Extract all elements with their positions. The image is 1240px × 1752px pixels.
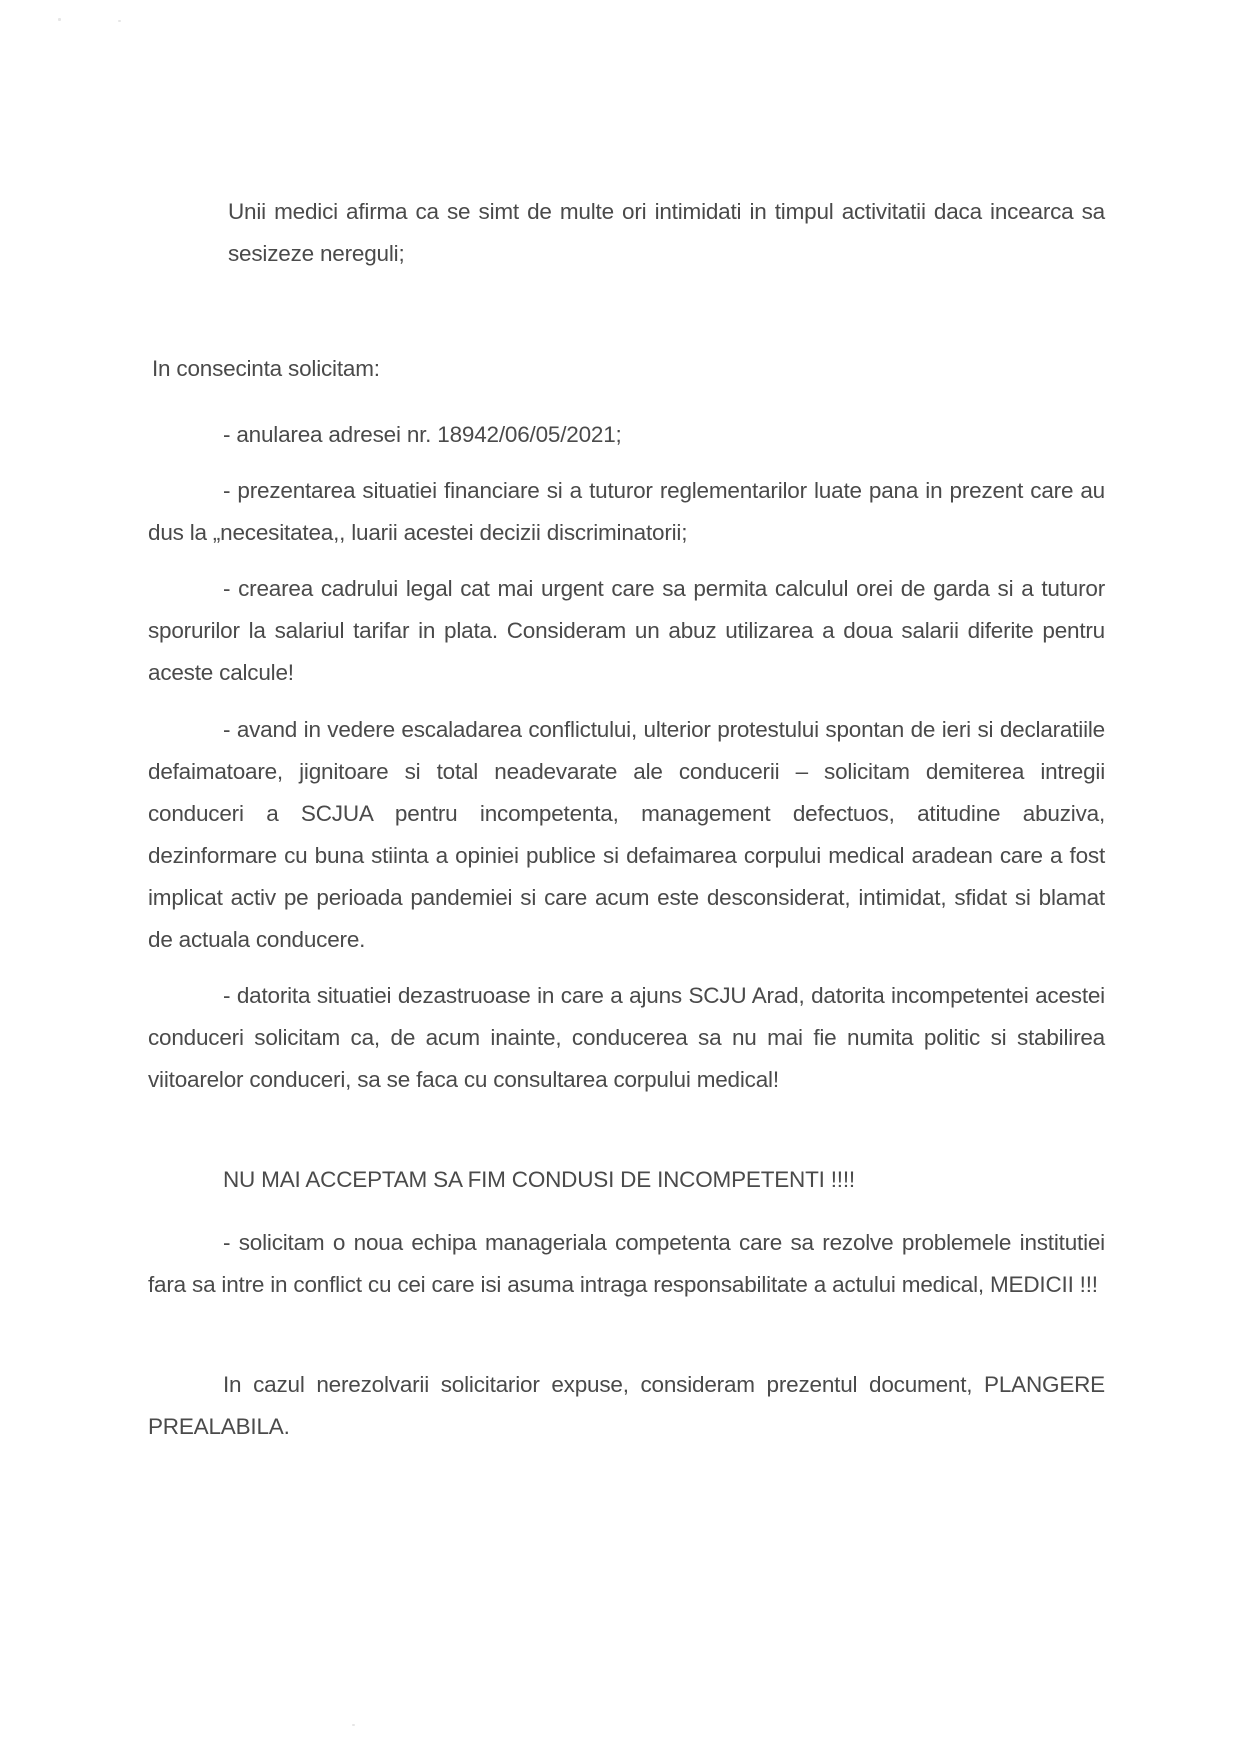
closing-paragraph: In cazul nerezolvarii solicitarior expuse, consideram prezentul document, PLANGERE PREALABILA.	[148, 1372, 1105, 1439]
scan-speck	[58, 18, 61, 21]
slogan-line: NU MAI ACCEPTAM SA FIM CONDUSI DE INCOMPETENTI !!!!	[223, 1167, 855, 1192]
request-item-1: - anularea adresei nr. 18942/06/05/2021;	[223, 422, 622, 447]
scan-speck	[118, 20, 121, 22]
request-item-2: - prezentarea situatiei financiare si a tuturor reglementarilor luate pana in prezent care au dus la „necesitatea,, luarii acestei decizii discriminatorii;	[148, 478, 1105, 545]
request-item-5: - datorita situatiei dezastruoase in care a ajuns SCJU Arad, datorita incompetentei acestei conduceri solicitam ca, de acum inainte, conducerea sa nu mai fie numita politic si stabilirea viitoarelor conduceri, sa se faca cu consultarea corpului medical!	[148, 983, 1105, 1092]
request-item-3: - crearea cadrului legal cat mai urgent care sa permita calculul orei de garda si a tuturor sporurilor la salariul tarifar in plata. Consideram un abuz utilizarea a doua salarii diferite pentru aceste calcule!	[148, 576, 1105, 685]
request-item-4: - avand in vedere escaladarea conflictului, ulterior protestului spontan de ieri si declaratiile defaimatoare, jignitoare si total neadevarate ale conducerii – solicitam demiterea intregii conduceri a SCJUA pentru incompetenta, management defectuos, atitudine abuziva, dezinformare cu buna stiinta a opiniei publice si defaimarea corpului medical aradean care a fost implicat activ pe perioada pandemiei si care acum este desconsiderat, intimidat, sfidat si blamat de actuala conducere.	[148, 717, 1105, 952]
section-heading: In consecinta solicitam:	[152, 356, 380, 381]
scan-speck	[352, 1724, 355, 1726]
request-item-6: - solicitam o noua echipa manageriala competenta care sa rezolve problemele institutiei fara sa intre in conflict cu cei care isi asuma intraga responsabilitate a actului medical, MEDICII !!!	[148, 1230, 1105, 1297]
intro-paragraph: Unii medici afirma ca se simt de multe ori intimidati in timpul activitatii daca incearca sa sesizeze nereguli;	[228, 199, 1105, 266]
